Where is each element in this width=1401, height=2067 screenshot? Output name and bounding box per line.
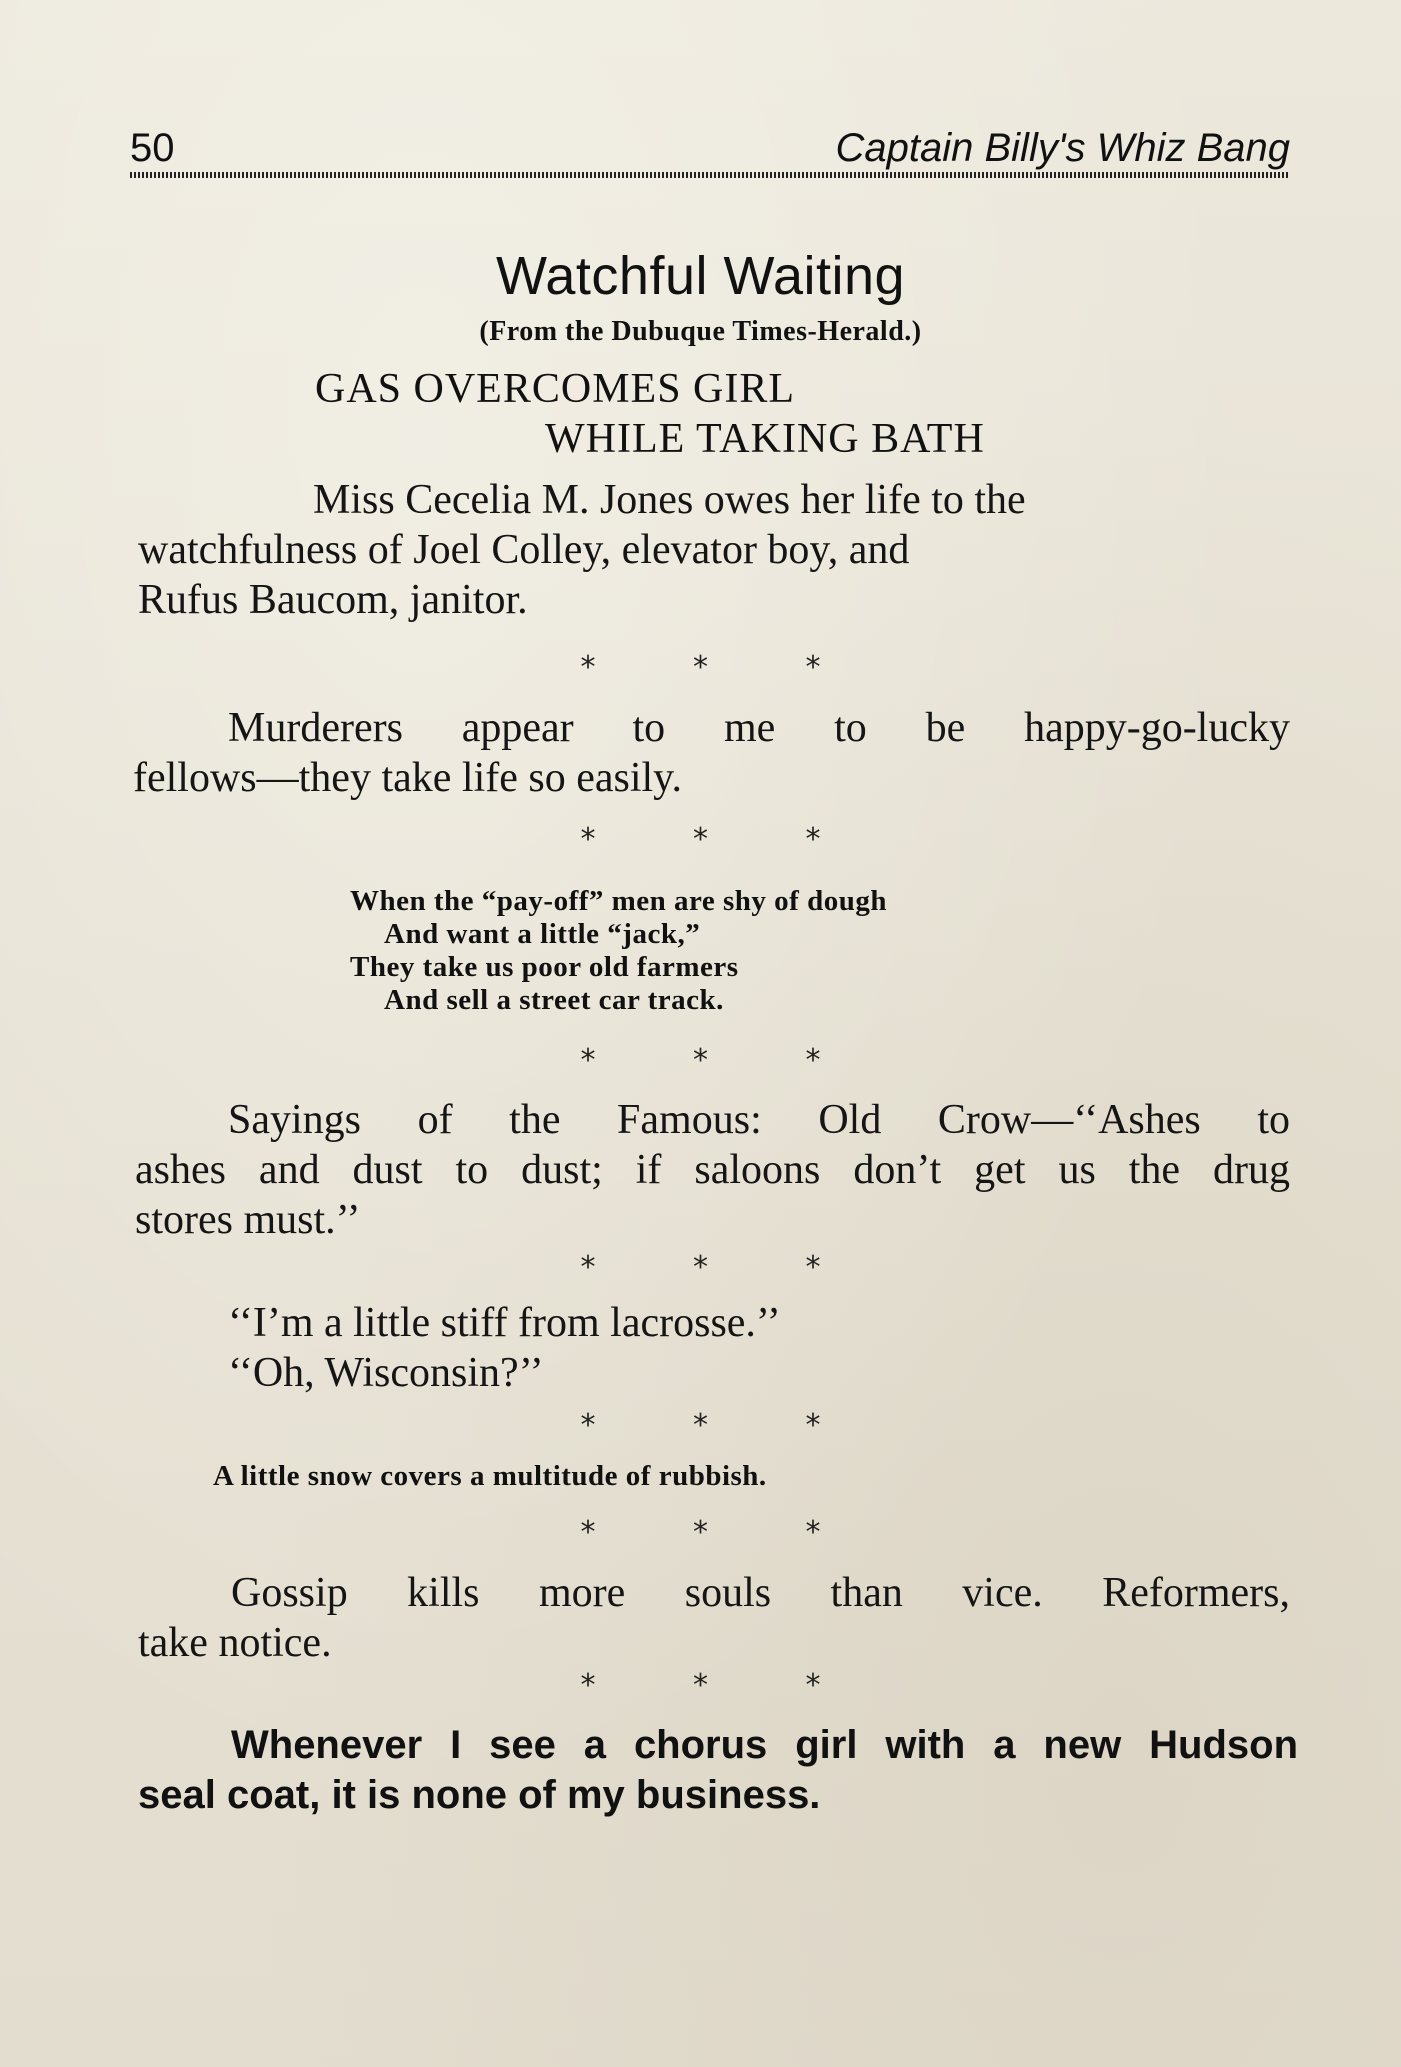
- article-body-line: watchfulness of Joel Colley, elevator boy, and: [138, 527, 910, 573]
- murderers-line: fellows—they take life so easily.: [133, 755, 682, 801]
- article-body-line: Miss Cecelia M. Jones owes her life to the: [313, 477, 1026, 523]
- article-body-line: Rufus Baucom, janitor.: [138, 577, 528, 623]
- sayings-line: ashes and dust to dust; if saloons don’t get us the drug: [135, 1147, 1290, 1193]
- separator-stars: * * *: [580, 1408, 865, 1443]
- chorus-girl-paragraph: [138, 1720, 1298, 1820]
- page-header: [130, 118, 1290, 178]
- article-source: (From the Dubuque Times-Herald.): [479, 316, 922, 347]
- sayings-line: stores must.’’: [135, 1197, 361, 1243]
- separator-stars: * * *: [580, 650, 865, 685]
- header-rule: [130, 172, 1290, 178]
- snow-saying: A little snow covers a multitude of rubbish.: [213, 1460, 767, 1492]
- separator-stars: * * *: [580, 822, 865, 857]
- murderers-line: Murderers appear to me to be happy-go-lucky: [228, 705, 1290, 751]
- farmers-poem: [350, 885, 887, 1017]
- page-number: 50: [130, 126, 175, 170]
- headline-line-2: WHILE TAKING BATH: [545, 416, 985, 462]
- lacrosse-line: ‘‘Oh, Wisconsin?’’: [228, 1350, 544, 1396]
- separator-stars: * * *: [580, 1515, 865, 1550]
- chorus-line: Whenever I see a chorus girl with a new Hudson: [231, 1723, 1298, 1767]
- separator-stars: * * *: [580, 1668, 865, 1703]
- chorus-line: seal coat, it is none of my business.: [138, 1773, 821, 1817]
- running-title: Captain Billy's Whiz Bang: [835, 126, 1290, 170]
- poem-line: They take us poor old farmers: [350, 951, 739, 983]
- poem-line: And sell a street car track.: [384, 984, 724, 1016]
- gossip-paragraph: [138, 1568, 1290, 1668]
- poem-line: When the “pay-off” men are shy of dough: [350, 885, 887, 917]
- murderers-paragraph: [133, 703, 1290, 803]
- headline-line-1: GAS OVERCOMES GIRL: [315, 366, 796, 412]
- poem-line: And want a little “jack,”: [384, 918, 701, 950]
- separator-stars: * * *: [580, 1043, 865, 1078]
- gossip-line: take notice.: [138, 1620, 332, 1666]
- lacrosse-line: ‘‘I’m a little stiff from lacrosse.’’: [228, 1300, 781, 1346]
- separator-stars: * * *: [580, 1250, 865, 1285]
- article-body: [138, 475, 1198, 625]
- sayings-paragraph: [135, 1095, 1290, 1245]
- gossip-line: Gossip kills more souls than vice. Reformers,: [231, 1570, 1290, 1616]
- sayings-line: Sayings of the Famous: Old Crow—‘‘Ashes to: [228, 1097, 1290, 1143]
- lacrosse-joke: [228, 1298, 781, 1398]
- article-title: Watchful Waiting: [495, 246, 906, 306]
